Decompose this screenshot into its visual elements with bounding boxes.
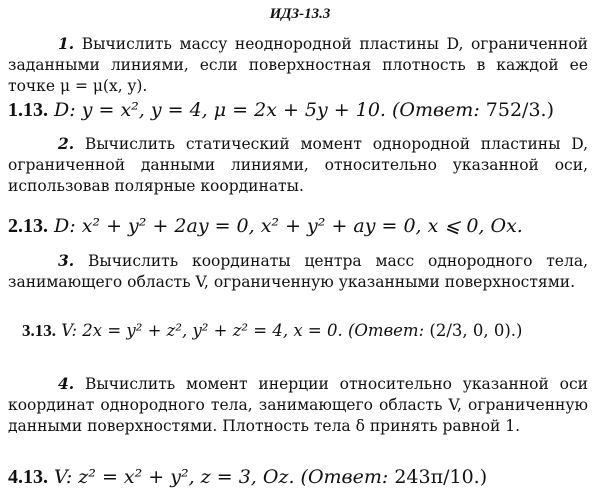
problem-2-13 xyxy=(8,214,593,238)
task-3-number: 3. xyxy=(58,251,75,270)
task-2-text: Вычислить статический момент однородной пластины D, ограниченной данными линиями, относительно указанной оси, использовав полярные координаты. xyxy=(8,135,588,195)
problem-1-13-answer-value: 752/3.) xyxy=(485,99,554,121)
problem-3-13 xyxy=(22,320,597,342)
problem-4-13-number: 4.13. xyxy=(8,466,48,488)
problem-2-13-number: 2.13. xyxy=(8,215,48,237)
task-2-statement xyxy=(8,133,588,197)
task-1-number: 1. xyxy=(58,34,75,53)
task-1-statement xyxy=(8,33,588,97)
problem-3-13-number: 3.13. xyxy=(22,321,56,340)
problem-4-13-text: V: z² = x² + y², z = 3, Oz. xyxy=(54,466,295,488)
problem-3-13-answer-label: (Ответ: xyxy=(347,321,425,340)
problem-1-13 xyxy=(8,98,593,122)
task-4-statement xyxy=(8,373,588,437)
problem-1-13-text: D: y = x², y = 4, μ = 2x + 5y + 10. xyxy=(54,99,386,121)
problem-3-13-answer-value: (2/3, 0, 0).) xyxy=(429,321,523,340)
task-2-number: 2. xyxy=(58,134,75,153)
problem-4-13-answer-label: (Ответ: xyxy=(300,466,389,488)
problem-1-13-number: 1.13. xyxy=(8,99,48,121)
document-title: ИДЗ-13.3 xyxy=(269,6,331,22)
problem-2-13-text: D: x² + y² + 2ay = 0, x² + y² + ay = 0, x ⩽ 0, Ox. xyxy=(54,215,523,237)
task-1-text: Вычислить массу неоднородной пластины D, ограниченной заданными линиями, если поверхностная плотность в каждой ее точке μ = μ(x, y). xyxy=(8,35,588,95)
task-3-text: Вычислить координаты центра масс однородного тела, занимающего область V, ограниченную указанными поверхностями. xyxy=(8,252,588,291)
problem-4-13 xyxy=(8,465,593,489)
task-4-text: Вычислить момент инерции относительно указанной оси координат однородного тела, занимающего область V, ограниченную данными поверхностями. Плотность тела δ принять равной 1. xyxy=(8,375,588,435)
problem-4-13-answer-value: 243π/10.) xyxy=(394,466,488,488)
task-3-statement xyxy=(8,250,588,293)
problem-3-13-text: V: 2x = y² + z², y² + z² = 4, x = 0. xyxy=(61,321,343,340)
problem-1-13-answer-label: (Ответ: xyxy=(392,99,480,121)
task-4-number: 4. xyxy=(58,374,75,393)
